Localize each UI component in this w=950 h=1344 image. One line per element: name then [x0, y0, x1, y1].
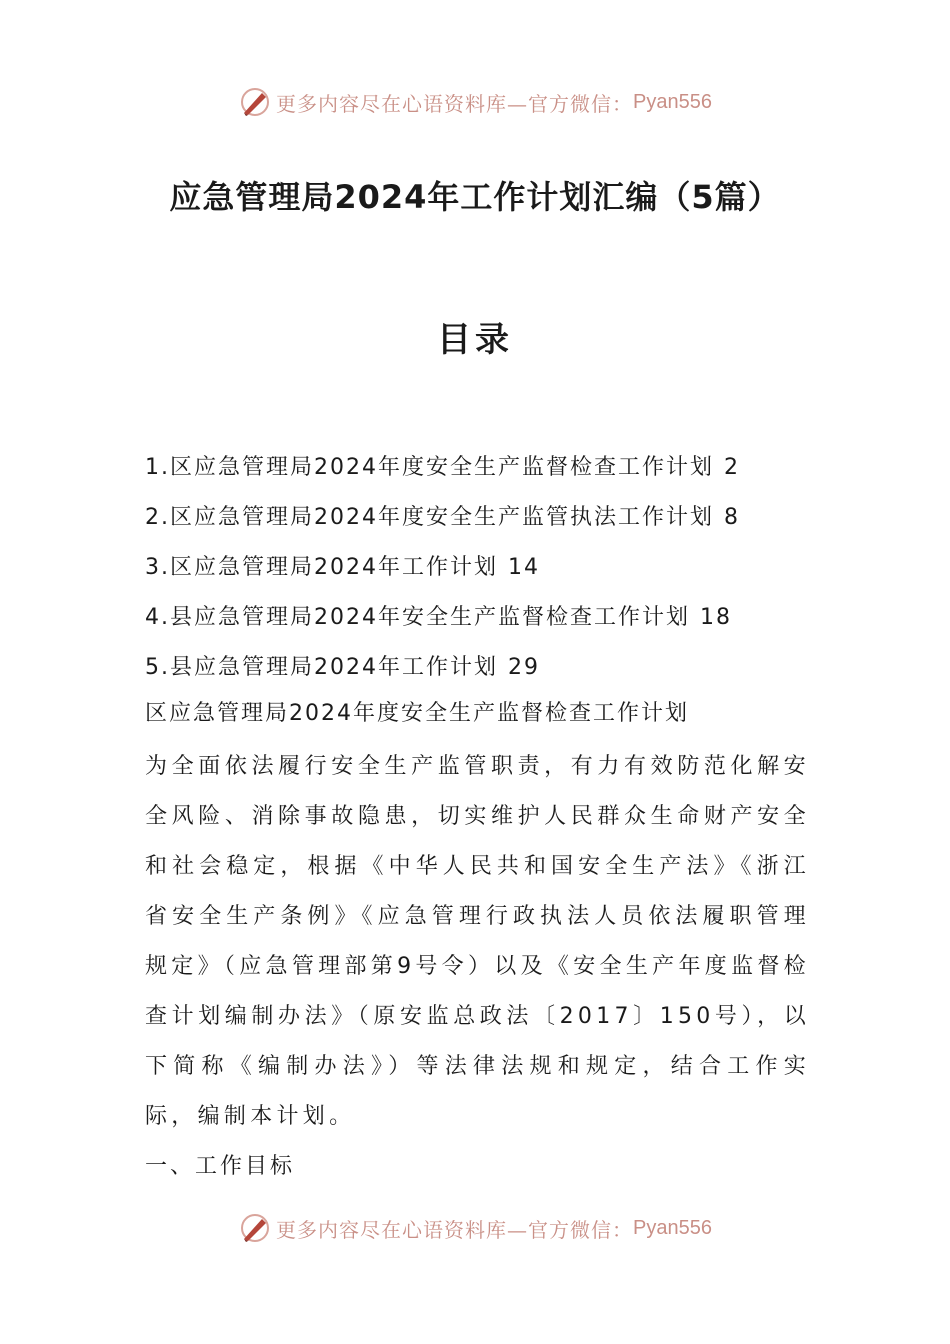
document-body	[145, 692, 810, 1192]
toc-item[interactable]	[145, 648, 825, 698]
toc-item-page: 18	[699, 605, 732, 630]
toc-item-page: 2	[723, 455, 740, 480]
banner-text: 更多内容尽在心语资料库—官方微信：	[276, 1217, 634, 1242]
intro-paragraph: 为全面依法履行安全生产监管职责，有力有效防范化解安全风险、消除事故隐患，切实维护人民群众生命财产安全和社会稳定，根据《中华人民共和国安全生产法》《浙江省安全生产条例》《应急管理行政执法人员依法履职管理规定》（应急管理部第9号令）以及《安全生产年度监督检查计划编制办法》（原安监总政法〔2017〕150号），以下简称《编制办法》）等法律法规和规定，结合工作实际，编制本计划。	[145, 754, 810, 1129]
toc-item[interactable]	[145, 448, 825, 498]
toc-item-label: 3.区应急管理局2024年工作计划	[145, 555, 498, 580]
toc-item-label: 2.区应急管理局2024年度安全生产监管执法工作计划	[145, 505, 714, 530]
toc-item-label: 1.区应急管理局2024年度安全生产监督检查工作计划	[145, 455, 714, 480]
section-subtitle: 区应急管理局2024年度安全生产监督检查工作计划	[145, 701, 689, 726]
table-of-contents	[145, 448, 825, 698]
toc-item-page: 8	[723, 505, 740, 530]
header-banner	[0, 82, 950, 122]
toc-heading: 目录	[437, 320, 513, 360]
pen-circle-logo-icon	[238, 85, 272, 119]
toc-item[interactable]	[145, 498, 825, 548]
toc-item[interactable]	[145, 598, 825, 648]
toc-item[interactable]	[145, 548, 825, 598]
toc-item-page: 14	[507, 555, 540, 580]
toc-item-page: 29	[507, 655, 540, 680]
section-heading: 一、工作目标	[145, 1154, 296, 1179]
toc-item-label: 5.县应急管理局2024年工作计划	[145, 655, 498, 680]
banner-text: 更多内容尽在心语资料库—官方微信：	[276, 91, 634, 116]
banner-wechat-id: Pyan556	[633, 90, 712, 113]
toc-item-label: 4.县应急管理局2024年安全生产监督检查工作计划	[145, 605, 690, 630]
pen-circle-logo-icon	[238, 1211, 272, 1245]
document-title: 应急管理局2024年工作计划汇编（5篇）	[169, 178, 781, 216]
footer-banner	[0, 1208, 950, 1248]
banner-wechat-id: Pyan556	[633, 1216, 712, 1239]
